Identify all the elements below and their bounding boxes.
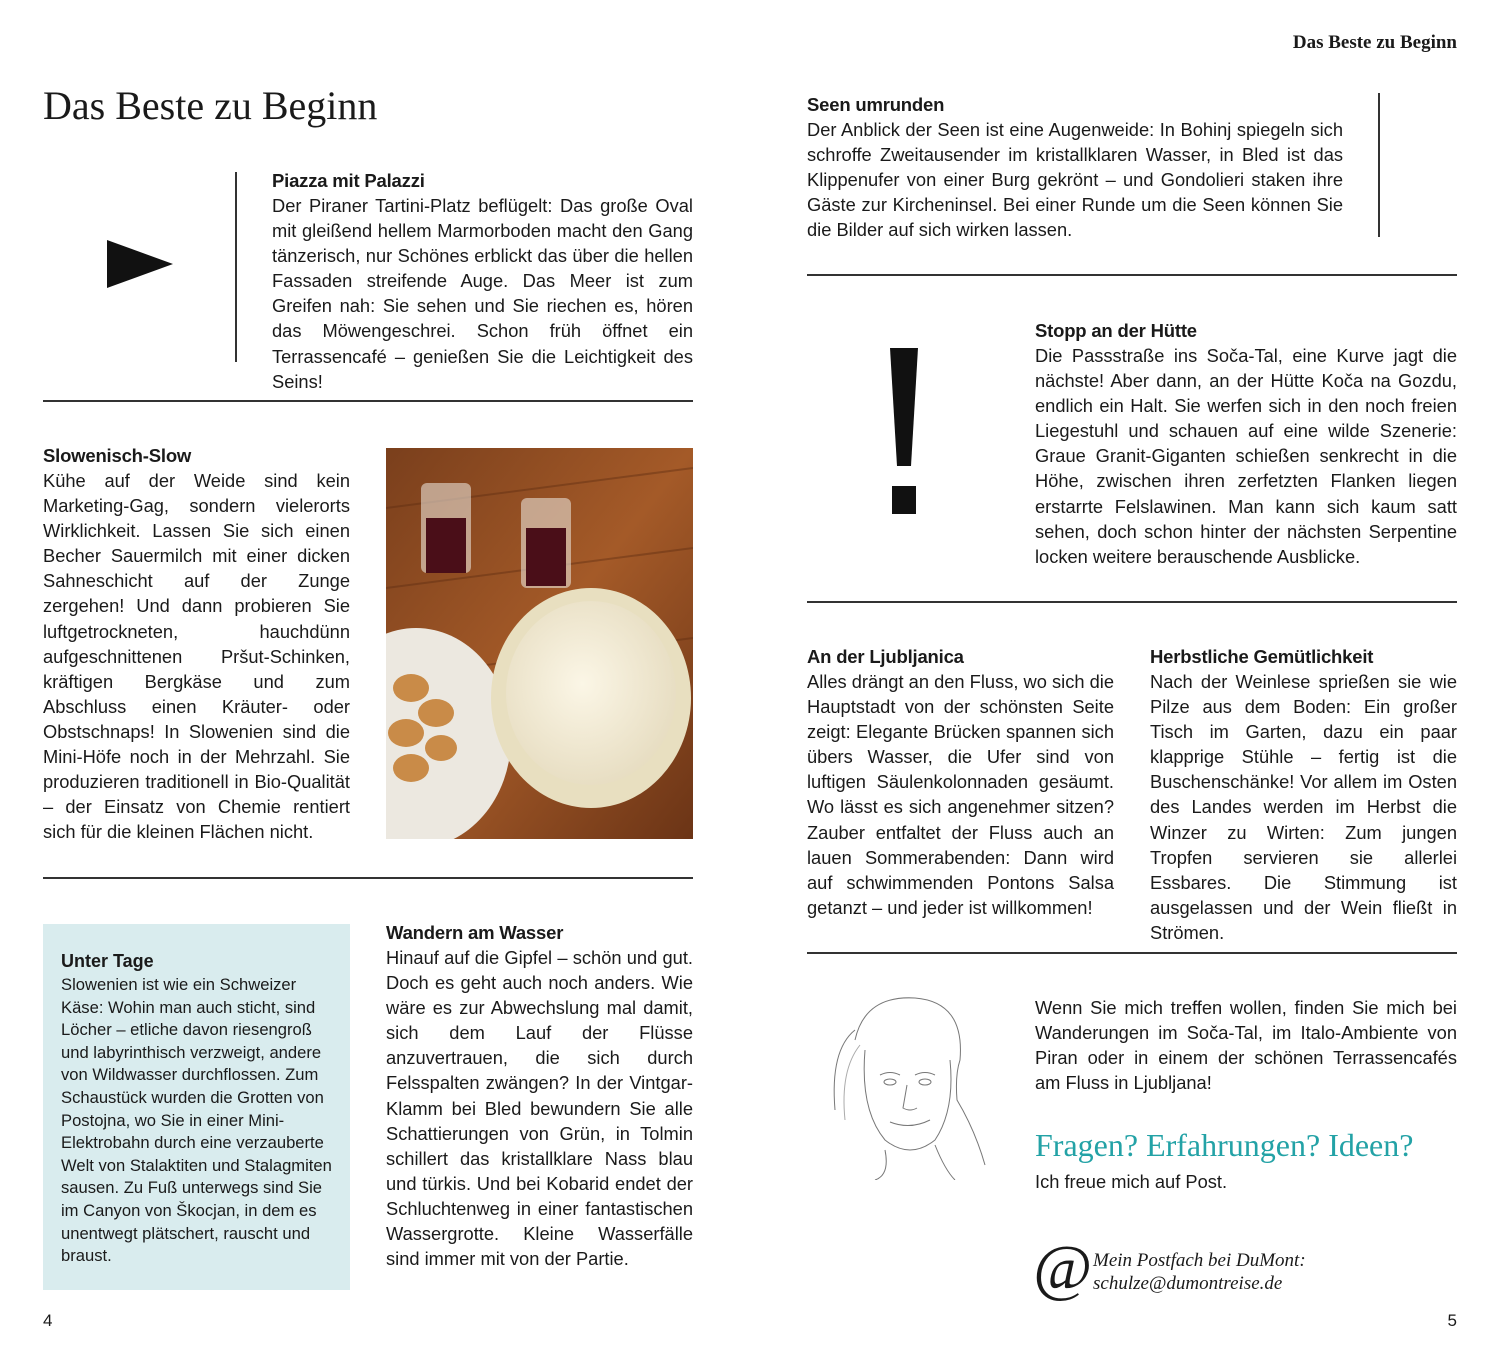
divider <box>807 274 1457 276</box>
page-title: Das Beste zu Beginn <box>43 83 378 128</box>
exclamation-icon <box>888 348 920 516</box>
contact-subline: Ich freue mich auf Post. <box>1035 1171 1228 1192</box>
contact-heading: Fragen? Erfahrungen? Ideen? <box>1035 1127 1414 1163</box>
divider <box>807 601 1457 603</box>
author-portrait-sketch <box>825 990 990 1180</box>
divider <box>43 877 693 879</box>
divider-vertical <box>235 172 237 362</box>
section-text: Der Anblick der Seen ist eine Augenweide: In Bohinj spiegeln sich schroffe Zweitausender im kristallklaren Wasser, in Bled ist das Klippenufer von einer Burg gekrönt – und Gondolieri staken ihre Gäste zur Kircheninsel. Bei einer Runde um die Seen können Sie die Bilder auf sich wirken lassen. <box>807 119 1343 241</box>
infobox-unter-tage <box>43 924 350 1290</box>
running-header: Das Beste zu Beginn <box>1292 32 1457 53</box>
mailbox-label: Mein Postfach bei DuMont: <box>1093 1250 1306 1271</box>
section-title: Unter Tage <box>61 951 154 971</box>
divider <box>43 400 693 402</box>
divider-vertical <box>1378 93 1380 237</box>
email-link[interactable]: schulze@dumontreise.de <box>1093 1273 1283 1294</box>
section-piazza <box>272 168 693 394</box>
section-title: Herbstliche Gemütlichkeit <box>1150 646 1374 667</box>
section-title: Slowenisch-Slow <box>43 445 192 466</box>
page-number-right: 5 <box>1447 1311 1457 1330</box>
section-title: An der Ljubljanica <box>807 646 964 667</box>
page-number-left: 4 <box>43 1311 53 1330</box>
section-text: Hinauf auf die Gipfel – schön und gut. Doch es geht auch noch anders. Wie wäre es zur Abwechslung mal damit, sich dem Lauf der Flüsse anzuvertrauen, die sich durch Felsspalten zwängen? In der Vintgar-Klamm bei Bled bewundern Sie alle Schattierungen von Grün, in Tolmin schillert das kristallklare Nass blau und türkis. Und bei Kobarid endet der Schluchtenweg in einer fantastischen Wassergrotte. Kleine Wasserfälle sind immer mit von der Partie. <box>386 947 693 1270</box>
divider <box>807 952 1457 954</box>
section-title: Piazza mit Palazzi <box>272 170 425 191</box>
section-text: Alles drängt an den Fluss, wo sich die Hauptstadt von der schönsten Seite zeigt: Elegante Brücken spannen sich übers Wasser, die Ufer sind von luftigen Säulenkolonnaden gesäumt. Wo lässt es sich angenehmer sitzen? Zauber entfaltet der Fluss auch an lauen Sommerabenden: Dann wird auf schwimmenden Pontons Salsa getanzt – und jeder ist willkommen! <box>807 671 1114 918</box>
play-triangle-icon <box>107 240 173 288</box>
section-wandern <box>386 920 693 1271</box>
section-title: Seen umrunden <box>807 94 945 115</box>
section-title: Wandern am Wasser <box>386 922 564 943</box>
section-title: Stopp an der Hütte <box>1035 320 1197 341</box>
section-ljubljanica <box>807 644 1114 920</box>
section-text: Der Piraner Tartini-Platz beflügelt: Das große Oval mit gleißend hellem Marmorboden macht den Gang tänzerisch, nur Schönes erblickt das über die hellen Fassaden streifende Auge. Das Meer ist zum Greifen nah: Sie sehen und Sie riechen es, hören das Möwengeschrei. Schon früh öffnet ein Terrassencafé – genießen Sie die Leichtigkeit des Seins! <box>272 195 693 392</box>
section-text: Kühe auf der Weide sind kein Marketing-Gag, sondern vielerorts Wirklichkeit. Lassen Sie sich einen Becher Sauermilch mit einer dicken Sahneschicht auf der Zunge zergehen! Und dann probieren Sie luftgetrockneten, hauchdünn aufgeschnittenen Pršut-Schinken, kräftigen Bergkäse und zum Abschluss einen Kräuter- oder Obstschnaps! In Slowenien sind die Mini-Höfe noch in der Mehrzahl. Sie produzieren traditionell in Bio-Qualität – der Einsatz von Chemie rentiert sich für die kleinen Flächen nicht. <box>43 470 350 843</box>
section-herbst <box>1150 644 1457 945</box>
author-note: Wenn Sie mich treffen wollen, finden Sie mich bei Wanderungen im Soča-Tal, im Italo-Ambiente von Piran oder in einem der schönen Terrassencafés am Fluss in Ljubljana! <box>1035 997 1457 1094</box>
section-text: Die Passstraße ins Soča-Tal, eine Kurve jagt die nächste! Aber dann, an der Hütte Koča na Gozdu, endlich ein Halt. Sie werfen sich in den noch freien Liegestuhl und schauen auf eine wilde Szenerie: Graue Granit-Giganten schießen senkrecht in die Höhe, zwischen ihren zerfetzten Flanken liegen erstarrte Felslawinen. Man kann sich kaum satt sehen, doch schon hinter der nächsten Serpentine locken weitere berauschende Ausblicke. <box>1035 345 1457 567</box>
at-icon: @ <box>1033 1232 1092 1303</box>
section-stopp <box>1035 318 1457 569</box>
section-text: Nach der Weinlese sprießen sie wie Pilze aus dem Boden: Ein großer Tisch im Garten, dazu ein paar klapprige Stühle – fertig ist die Buschenschänke! Vor allem im Osten des Landes werden im Herbst die Winzer zu Wirten: Zum jungen Tropfen servieren sie allerlei Essbares. Die Stimmung ist ausgelassen und der Wein fließt in Strömen. <box>1150 671 1457 943</box>
photo-sour-milk-and-schnapps <box>386 448 693 839</box>
section-text: Slowenien ist wie ein Schweizer Käse: Wohin man auch sticht, sind Löcher – etliche davon riesengroß und labyrinthisch verzweigt, andere von Wildwasser durchflossen. Zum Schaustück wurden die Grotten von Postojna, wo Sie in einer Mini-Elektrobahn durch eine verzauberte Welt von Stalaktiten und Stalagmiten sausen. Zu Fuß unterwegs sind Sie im Canyon von Škocjan, in dem es unentwegt plätschert, rauscht und braust. <box>61 975 332 1266</box>
section-slowenisch-slow <box>43 443 350 844</box>
section-seen <box>807 92 1343 242</box>
